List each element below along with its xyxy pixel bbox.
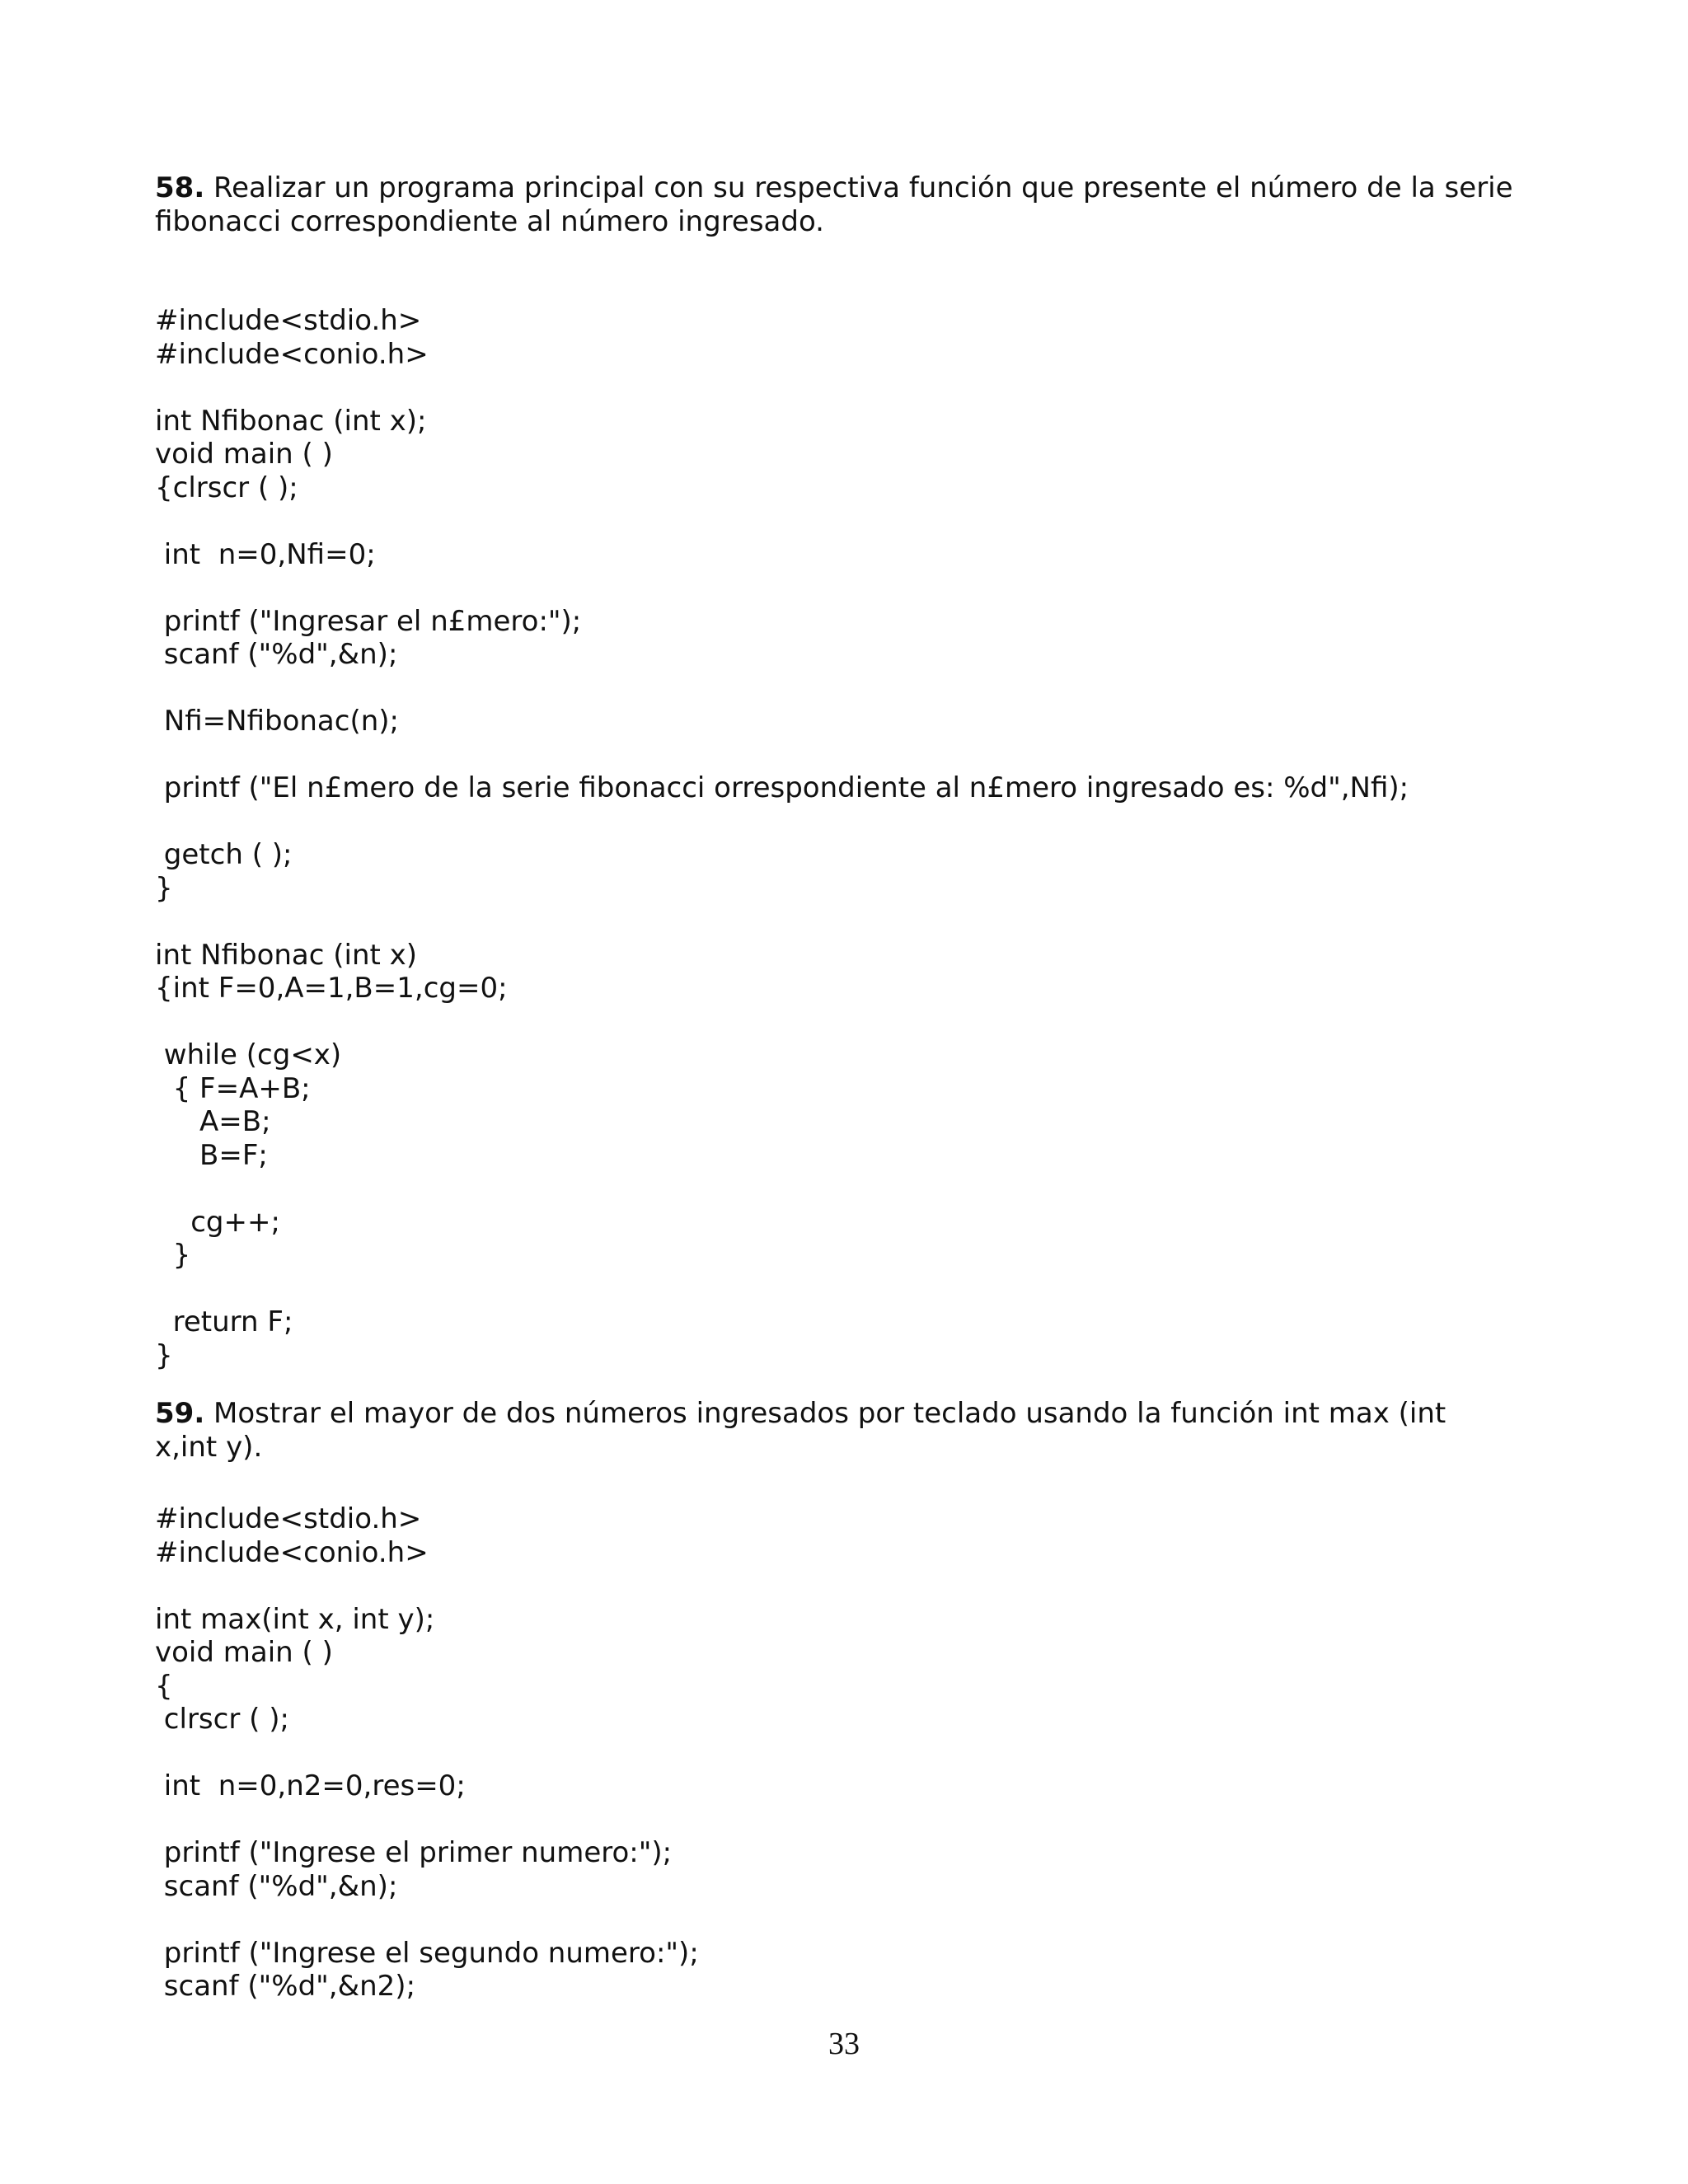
exercise-58-text: Realizar un programa principal con su respectiva función que presente el número de la serie fibonacci correspondiente al número ingresado. — [155, 171, 1513, 238]
code-line — [155, 571, 1409, 605]
code-line: scanf ("%d",&n); — [155, 1869, 398, 1903]
exercise-58-number: 58. — [155, 171, 205, 204]
exercise-59-text: Mostrar el mayor de dos números ingresados por teclado usando la función int max (int x,int y). — [155, 1397, 1447, 1464]
code-line: { F=A+B; — [155, 1071, 311, 1105]
code-line — [155, 371, 1409, 405]
code-line: int n=0,Nfi=0; — [155, 537, 376, 571]
code-block-59 — [155, 1502, 699, 2004]
code-line: scanf ("%d",&n); — [155, 638, 398, 671]
code-line — [155, 805, 1409, 839]
code-line — [155, 738, 1409, 772]
code-block-58 — [155, 304, 1409, 1372]
code-line — [155, 1272, 1409, 1306]
code-line — [155, 1005, 1409, 1039]
code-line: void main ( ) — [155, 438, 333, 471]
exercise-58-statement — [155, 171, 1515, 238]
exercise-59-statement — [155, 1397, 1515, 1464]
code-line: return F; — [155, 1305, 293, 1338]
code-line: while (cg<x) — [155, 1038, 342, 1071]
code-line: B=F; — [155, 1138, 268, 1172]
code-line: scanf ("%d",&n2); — [155, 1970, 416, 2003]
code-line: printf ("El n£mero de la serie fibonacci orrespondiente al n£mero ingresado es: %d",Nfi); — [155, 771, 1409, 804]
code-line: printf ("Ingresar el n£mero:"); — [155, 604, 582, 638]
code-line: int Nfibonac (int x) — [155, 938, 418, 972]
code-line — [155, 1803, 699, 1837]
code-line: Nfi=Nfibonac(n); — [155, 705, 399, 738]
code-line — [155, 1903, 699, 1937]
code-line: } — [155, 871, 173, 905]
code-line — [155, 905, 1409, 939]
code-line: int n=0,n2=0,res=0; — [155, 1769, 466, 1802]
exercise-59-number: 59. — [155, 1397, 205, 1430]
code-line: clrscr ( ); — [155, 1703, 289, 1736]
code-line — [155, 1569, 699, 1603]
code-line: } — [155, 1239, 191, 1272]
code-line: #include<conio.h> — [155, 1535, 429, 1569]
code-line: A=B; — [155, 1105, 271, 1138]
code-line: getch ( ); — [155, 838, 293, 871]
page-number: 33 — [828, 2027, 860, 2061]
code-line: printf ("Ingrese el segundo numero:"); — [155, 1936, 699, 1970]
code-line: int Nfibonac (int x); — [155, 404, 427, 438]
code-line — [155, 672, 1409, 705]
code-line: printf ("Ingrese el primer numero:"); — [155, 1836, 673, 1869]
code-line: { — [155, 1669, 173, 1703]
code-line: } — [155, 1338, 173, 1372]
code-line: #include<conio.h> — [155, 337, 429, 371]
code-line: {int F=0,A=1,B=1,cg=0; — [155, 972, 508, 1005]
code-line: void main ( ) — [155, 1636, 333, 1669]
code-line: {clrscr ( ); — [155, 471, 298, 504]
code-line: #include<stdio.h> — [155, 1502, 422, 1535]
code-line: cg++; — [155, 1205, 280, 1239]
code-line — [155, 1172, 1409, 1206]
code-line — [155, 504, 1409, 538]
code-line: #include<stdio.h> — [155, 304, 422, 337]
code-line: int max(int x, int y); — [155, 1602, 435, 1636]
code-line — [155, 1736, 699, 1770]
